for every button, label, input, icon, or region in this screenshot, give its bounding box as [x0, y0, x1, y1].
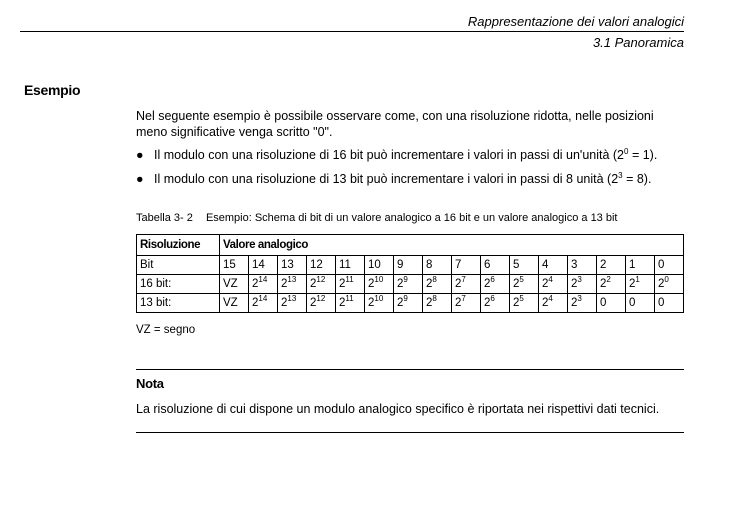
table-cell: 8: [423, 256, 452, 275]
row-label: 16 bit:: [137, 275, 220, 294]
table-cell: 4: [539, 256, 568, 275]
note-divider-top: [136, 369, 684, 370]
table-cell: 1: [626, 256, 655, 275]
table-row: [137, 275, 684, 294]
table-cell: 15: [220, 256, 249, 275]
table-cell: 10: [365, 256, 394, 275]
table-caption-number: Tabella 3- 2: [136, 212, 193, 224]
table-cell: 0: [597, 294, 626, 313]
table-header-row: [137, 235, 684, 256]
table-cell: $2^3$: [568, 275, 597, 294]
header-analog-value: Valore analogico: [220, 235, 684, 256]
table-cell: $2^0$: [655, 275, 684, 294]
table-cell: $2^{10}$: [365, 275, 394, 294]
bullet-dot-icon: ●: [136, 172, 144, 186]
table-cell: $2^{11}$: [336, 294, 365, 313]
row-label: 13 bit:: [137, 294, 220, 313]
table-cell: 13: [278, 256, 307, 275]
table-cell: 5: [510, 256, 539, 275]
table-cell: 11: [336, 256, 365, 275]
header-divider: [20, 31, 684, 32]
table-cell: $2^6$: [481, 275, 510, 294]
note-divider-bottom: [136, 432, 684, 433]
section-heading: Esempio: [24, 82, 81, 98]
table-cell: $2^{13}$: [278, 294, 307, 313]
table-cell: 0: [626, 294, 655, 313]
table-cell: $2^7$: [452, 275, 481, 294]
table-row: [137, 294, 684, 313]
table-cell: VZ: [220, 275, 249, 294]
table-cell: 12: [307, 256, 336, 275]
table-cell: $2^2$: [597, 275, 626, 294]
header-resolution: Risoluzione: [137, 235, 220, 256]
running-header-title: Rappresentazione dei valori analogici: [467, 14, 684, 29]
table-cell: $2^5$: [510, 294, 539, 313]
bullet-dot-icon: ●: [136, 148, 144, 162]
table-cell: $2^4$: [539, 294, 568, 313]
bullet-text: Il modulo con una risoluzione di 13 bit può incrementare i valori in passi di 8 unità $(2^3 = 8)$.: [154, 171, 652, 186]
intro-paragraph: Nel seguente esempio è possibile osservare come, con una risoluzione ridotta, nelle posizioni meno significative venga scritto "0".: [136, 109, 654, 139]
table-cell: $2^{12}$: [307, 294, 336, 313]
table-cell: $2^7$: [452, 294, 481, 313]
table-cell: 6: [481, 256, 510, 275]
table-row: [137, 256, 684, 275]
table-legend: VZ = segno: [136, 324, 196, 336]
table-cell: $2^9$: [394, 275, 423, 294]
running-header-subtitle: 3.1 Panoramica: [592, 35, 684, 50]
bullet-text: Il modulo con una risoluzione di 16 bit può incrementare i valori in passi di un'unità $(2^0 = 1)$.: [154, 147, 658, 162]
note-text: La risoluzione di cui dispone un modulo analogico specifico è riportata nei rispettivi dati tecnici.: [136, 402, 660, 416]
table-cell: $2^{13}$: [278, 275, 307, 294]
table-cell: $2^9$: [394, 294, 423, 313]
table-cell: $2^{11}$: [336, 275, 365, 294]
table-caption: [136, 212, 617, 224]
table-cell: $2^4$: [539, 275, 568, 294]
table-cell: VZ: [220, 294, 249, 313]
table-cell: $2^8$: [423, 294, 452, 313]
table-cell: $2^{10}$: [365, 294, 394, 313]
table-cell: $2^{14}$: [249, 275, 278, 294]
table-cell: $2^3$: [568, 294, 597, 313]
note-title: Nota: [136, 376, 164, 391]
bit-pattern-table: [136, 234, 684, 313]
table-cell: 7: [452, 256, 481, 275]
table-cell: 0: [655, 294, 684, 313]
table-cell: $2^8$: [423, 275, 452, 294]
table-cell: 2: [597, 256, 626, 275]
table-cell: $2^{14}$: [249, 294, 278, 313]
table-cell: $2^6$: [481, 294, 510, 313]
table-caption-text: Esempio: Schema di bit di un valore analogico a 16 bit e un valore analogico a 13 bit: [205, 212, 618, 224]
table-cell: 0: [655, 256, 684, 275]
table-cell: 14: [249, 256, 278, 275]
table-cell: $2^{12}$: [307, 275, 336, 294]
table-cell: 9: [394, 256, 423, 275]
table-cell: 3: [568, 256, 597, 275]
table-cell: $2^1$: [626, 275, 655, 294]
table-cell: $2^5$: [510, 275, 539, 294]
row-label: Bit: [137, 256, 220, 275]
